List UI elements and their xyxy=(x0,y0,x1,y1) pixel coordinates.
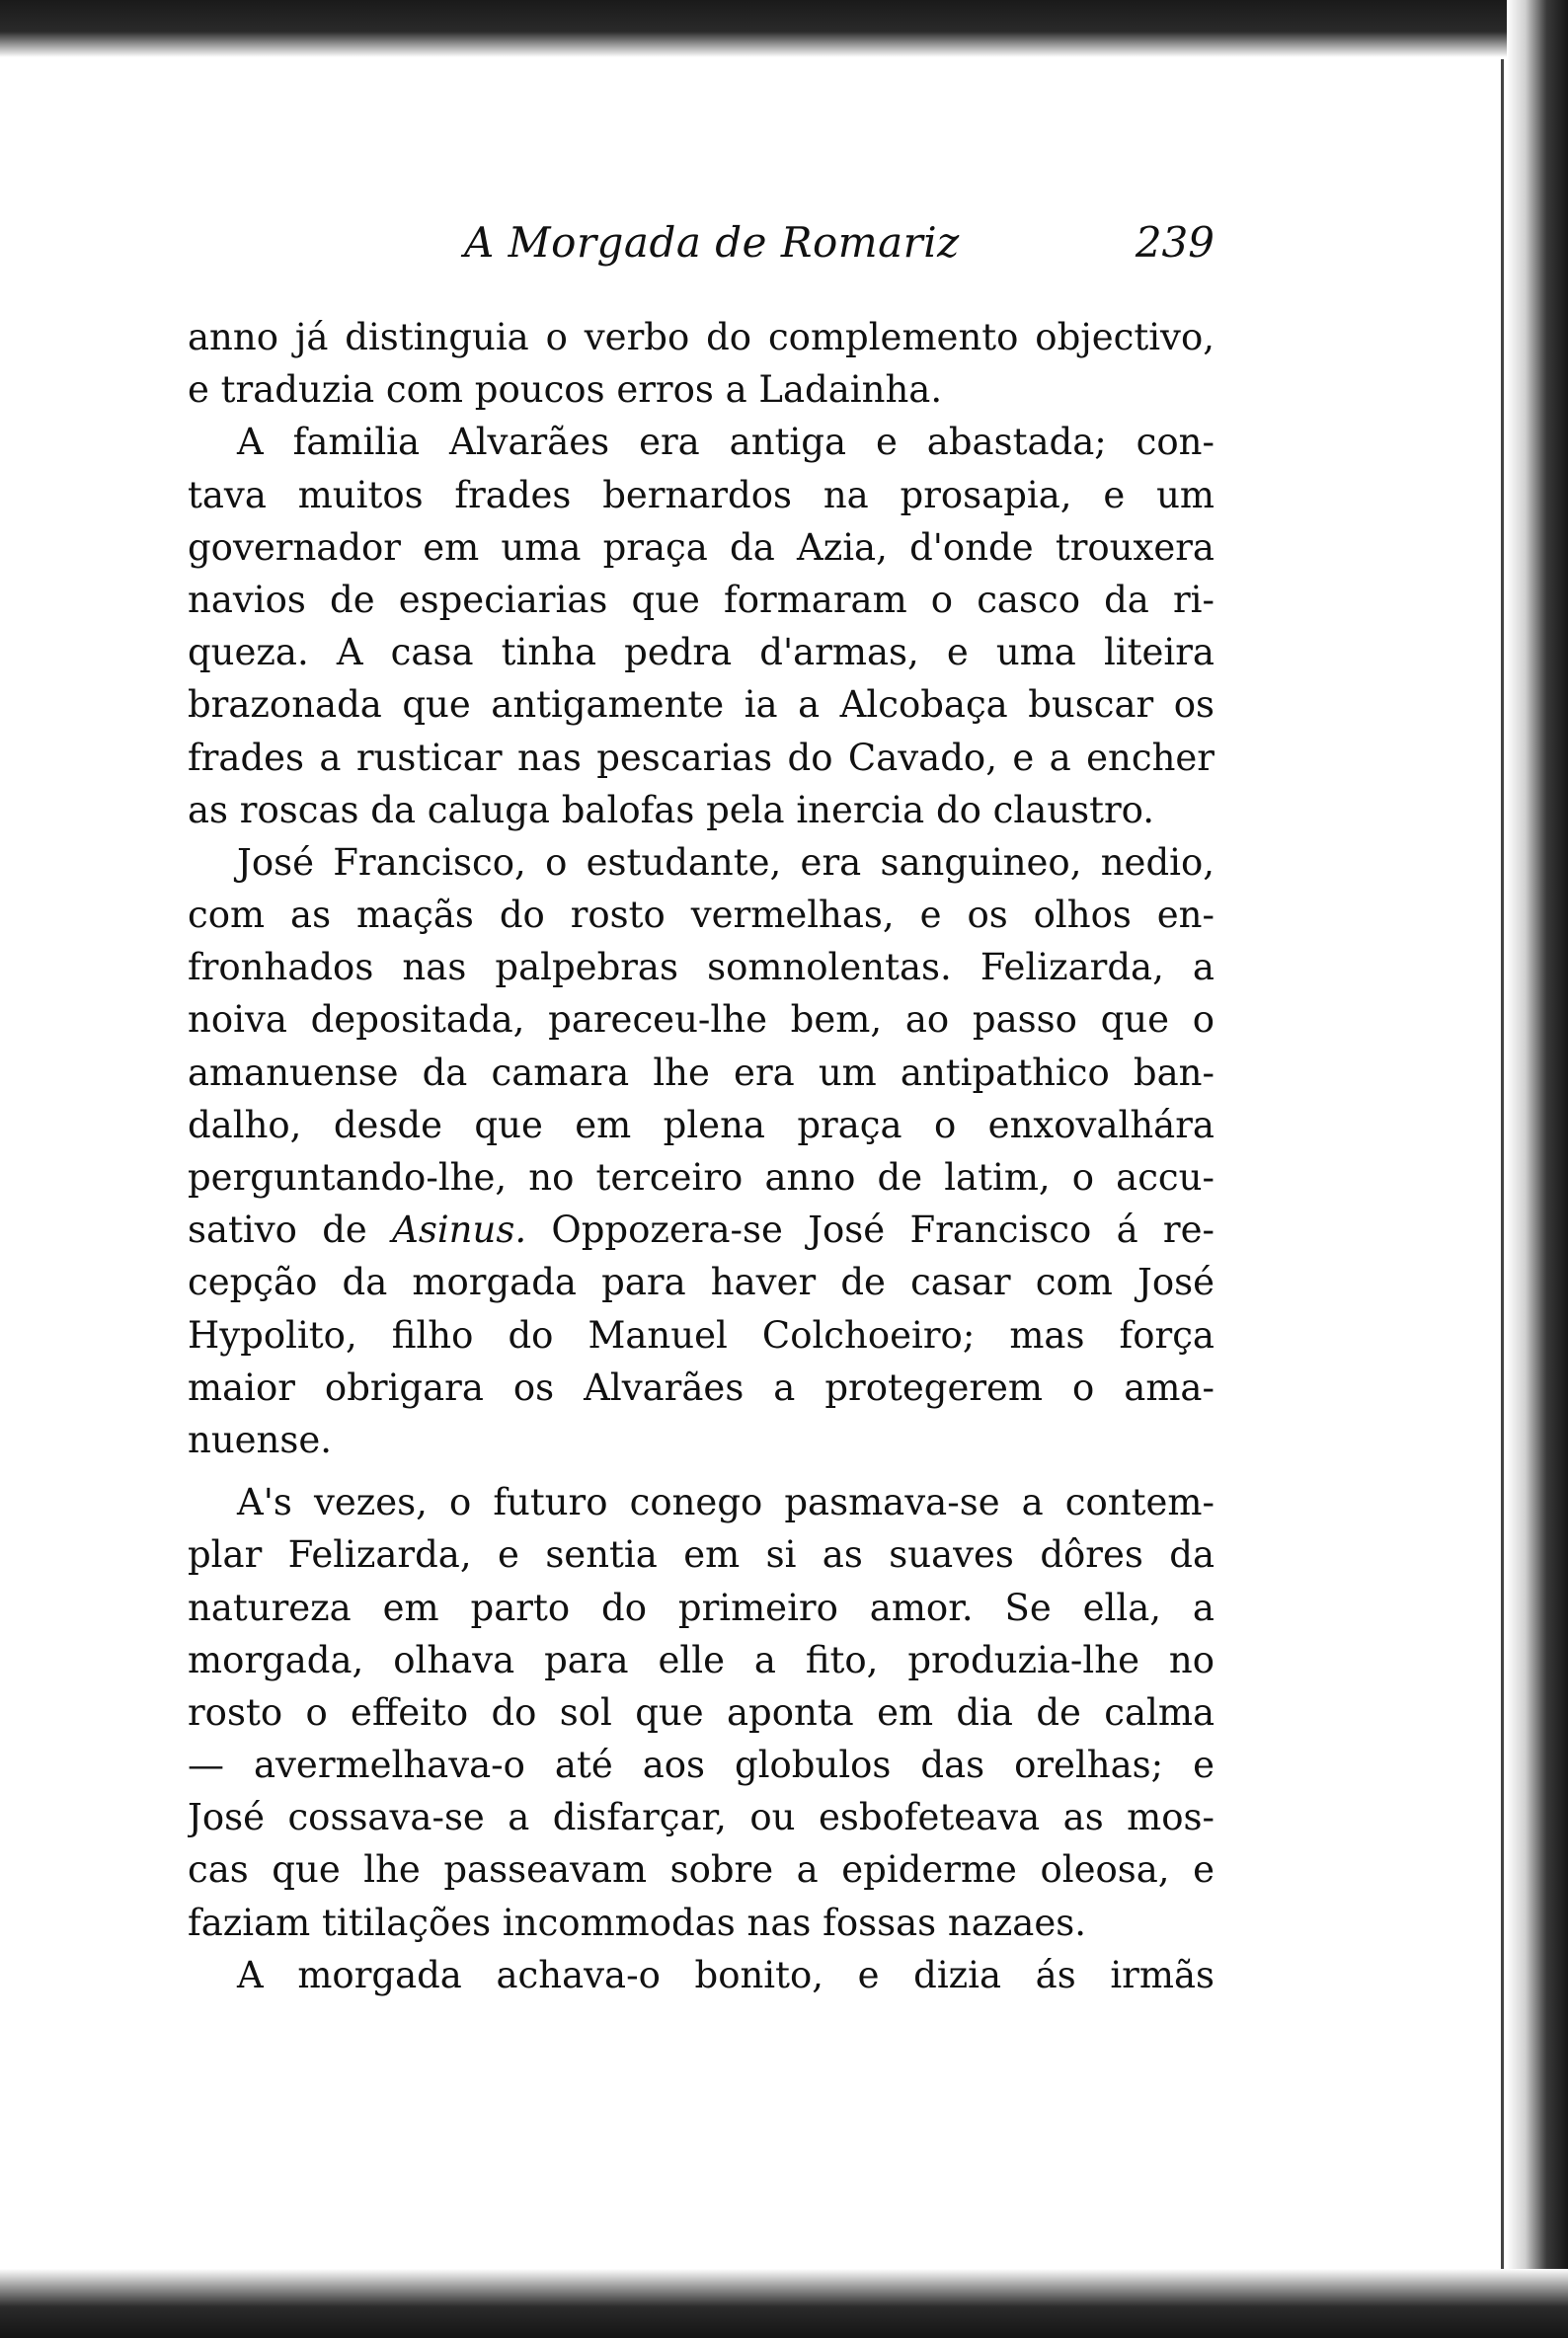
paragraph-start-line: A familia Alvarães era antiga e abastada; con- xyxy=(237,421,1215,464)
text-line: navios de especiarias que formaram o casco da ri- xyxy=(188,578,1215,621)
text-line: brazonada que antigamente ia a Alcobaça buscar os xyxy=(188,683,1215,727)
scan-top-edge xyxy=(0,0,1568,57)
text-line: fronhados nas palpebras somnolentas. Felizarda, a xyxy=(188,946,1215,989)
text-line: tava muitos frades bernardos na prosapia, e um xyxy=(188,473,1215,516)
text-line: anno já distinguia o verbo do complemento objectivo, xyxy=(188,316,1215,358)
text-line: cepção da morgada para haver de casar com José xyxy=(188,1261,1215,1304)
paragraph-start-line: A morgada achava-o bonito, e dizia ás irmãs xyxy=(237,1953,1215,1996)
page-number: 239 xyxy=(1135,218,1215,267)
text-line: faziam titilações incommodas nas fossas nazaes. xyxy=(188,1901,1087,1944)
text-line: rosto o effeito do sol que aponta em dia de calma xyxy=(188,1690,1215,1734)
text-line: com as maçãs do rosto vermelhas, e os olhos en- xyxy=(188,894,1215,937)
text-line: — avermelhava-o até aos globulos das orelhas; e xyxy=(188,1744,1215,1787)
paragraph-start-line: José Francisco, o estudante, era sanguineo, nedio, xyxy=(237,840,1215,884)
text-line: plar Felizarda, e sentia em si as suaves dôres da xyxy=(188,1533,1215,1577)
text-line: natureza em parto do primeiro amor. Se ella, a xyxy=(188,1586,1215,1629)
text-line: amanuense da camara lhe era um antipathico ban- xyxy=(188,1051,1215,1094)
italic-word: Asinus. xyxy=(392,1208,527,1252)
scan-right-edge xyxy=(1507,0,1568,2338)
text-line: noiva depositada, pareceu-lhe bem, ao passo que o xyxy=(188,998,1215,1042)
page-body xyxy=(188,311,1215,2001)
text-line: dalho, desde que em plena praça o enxovalhára xyxy=(188,1103,1215,1146)
text-fragment: Oppozera-se José Francisco á re- xyxy=(551,1208,1215,1252)
text-line: maior obrigara os Alvarães a protegerem o ama- xyxy=(188,1365,1215,1409)
text-line: governador em uma praça da Azia, d'onde trouxera xyxy=(188,525,1215,569)
text-line: cas que lhe passeavam sobre a epiderme oleosa, e xyxy=(188,1848,1215,1892)
text-line: nuense. xyxy=(188,1418,333,1461)
text-line: as roscas da caluga balofas pela inercia do claustro. xyxy=(188,788,1155,831)
paragraph-start-line: A's vezes, o futuro conego pasmava-se a contem- xyxy=(237,1481,1215,1524)
text-line: queza. A casa tinha pedra d'armas, e uma liteira xyxy=(188,631,1215,674)
scan-gutter-line xyxy=(1501,59,1504,2271)
running-title: A Morgada de Romariz xyxy=(464,218,960,267)
text-line: frades a rusticar nas pescarias do Cavado, e a encher xyxy=(188,736,1215,779)
text-line: Hypolito, filho do Manuel Colchoeiro; mas força xyxy=(188,1313,1215,1357)
text-line: perguntando-lhe, no terceiro anno de latim, o accu- xyxy=(188,1156,1215,1199)
text-line: e traduzia com poucos erros a Ladainha. xyxy=(188,368,943,412)
page-header xyxy=(188,212,1215,281)
scan-bottom-edge xyxy=(0,2269,1568,2338)
text-line xyxy=(188,1204,1215,1256)
text-fragment: sativo de xyxy=(188,1208,367,1252)
text-line: José cossava-se a disfarçar, ou esbofeteava as mos- xyxy=(188,1796,1215,1839)
text-line: morgada, olhava para elle a fito, produzia-lhe no xyxy=(188,1638,1215,1681)
